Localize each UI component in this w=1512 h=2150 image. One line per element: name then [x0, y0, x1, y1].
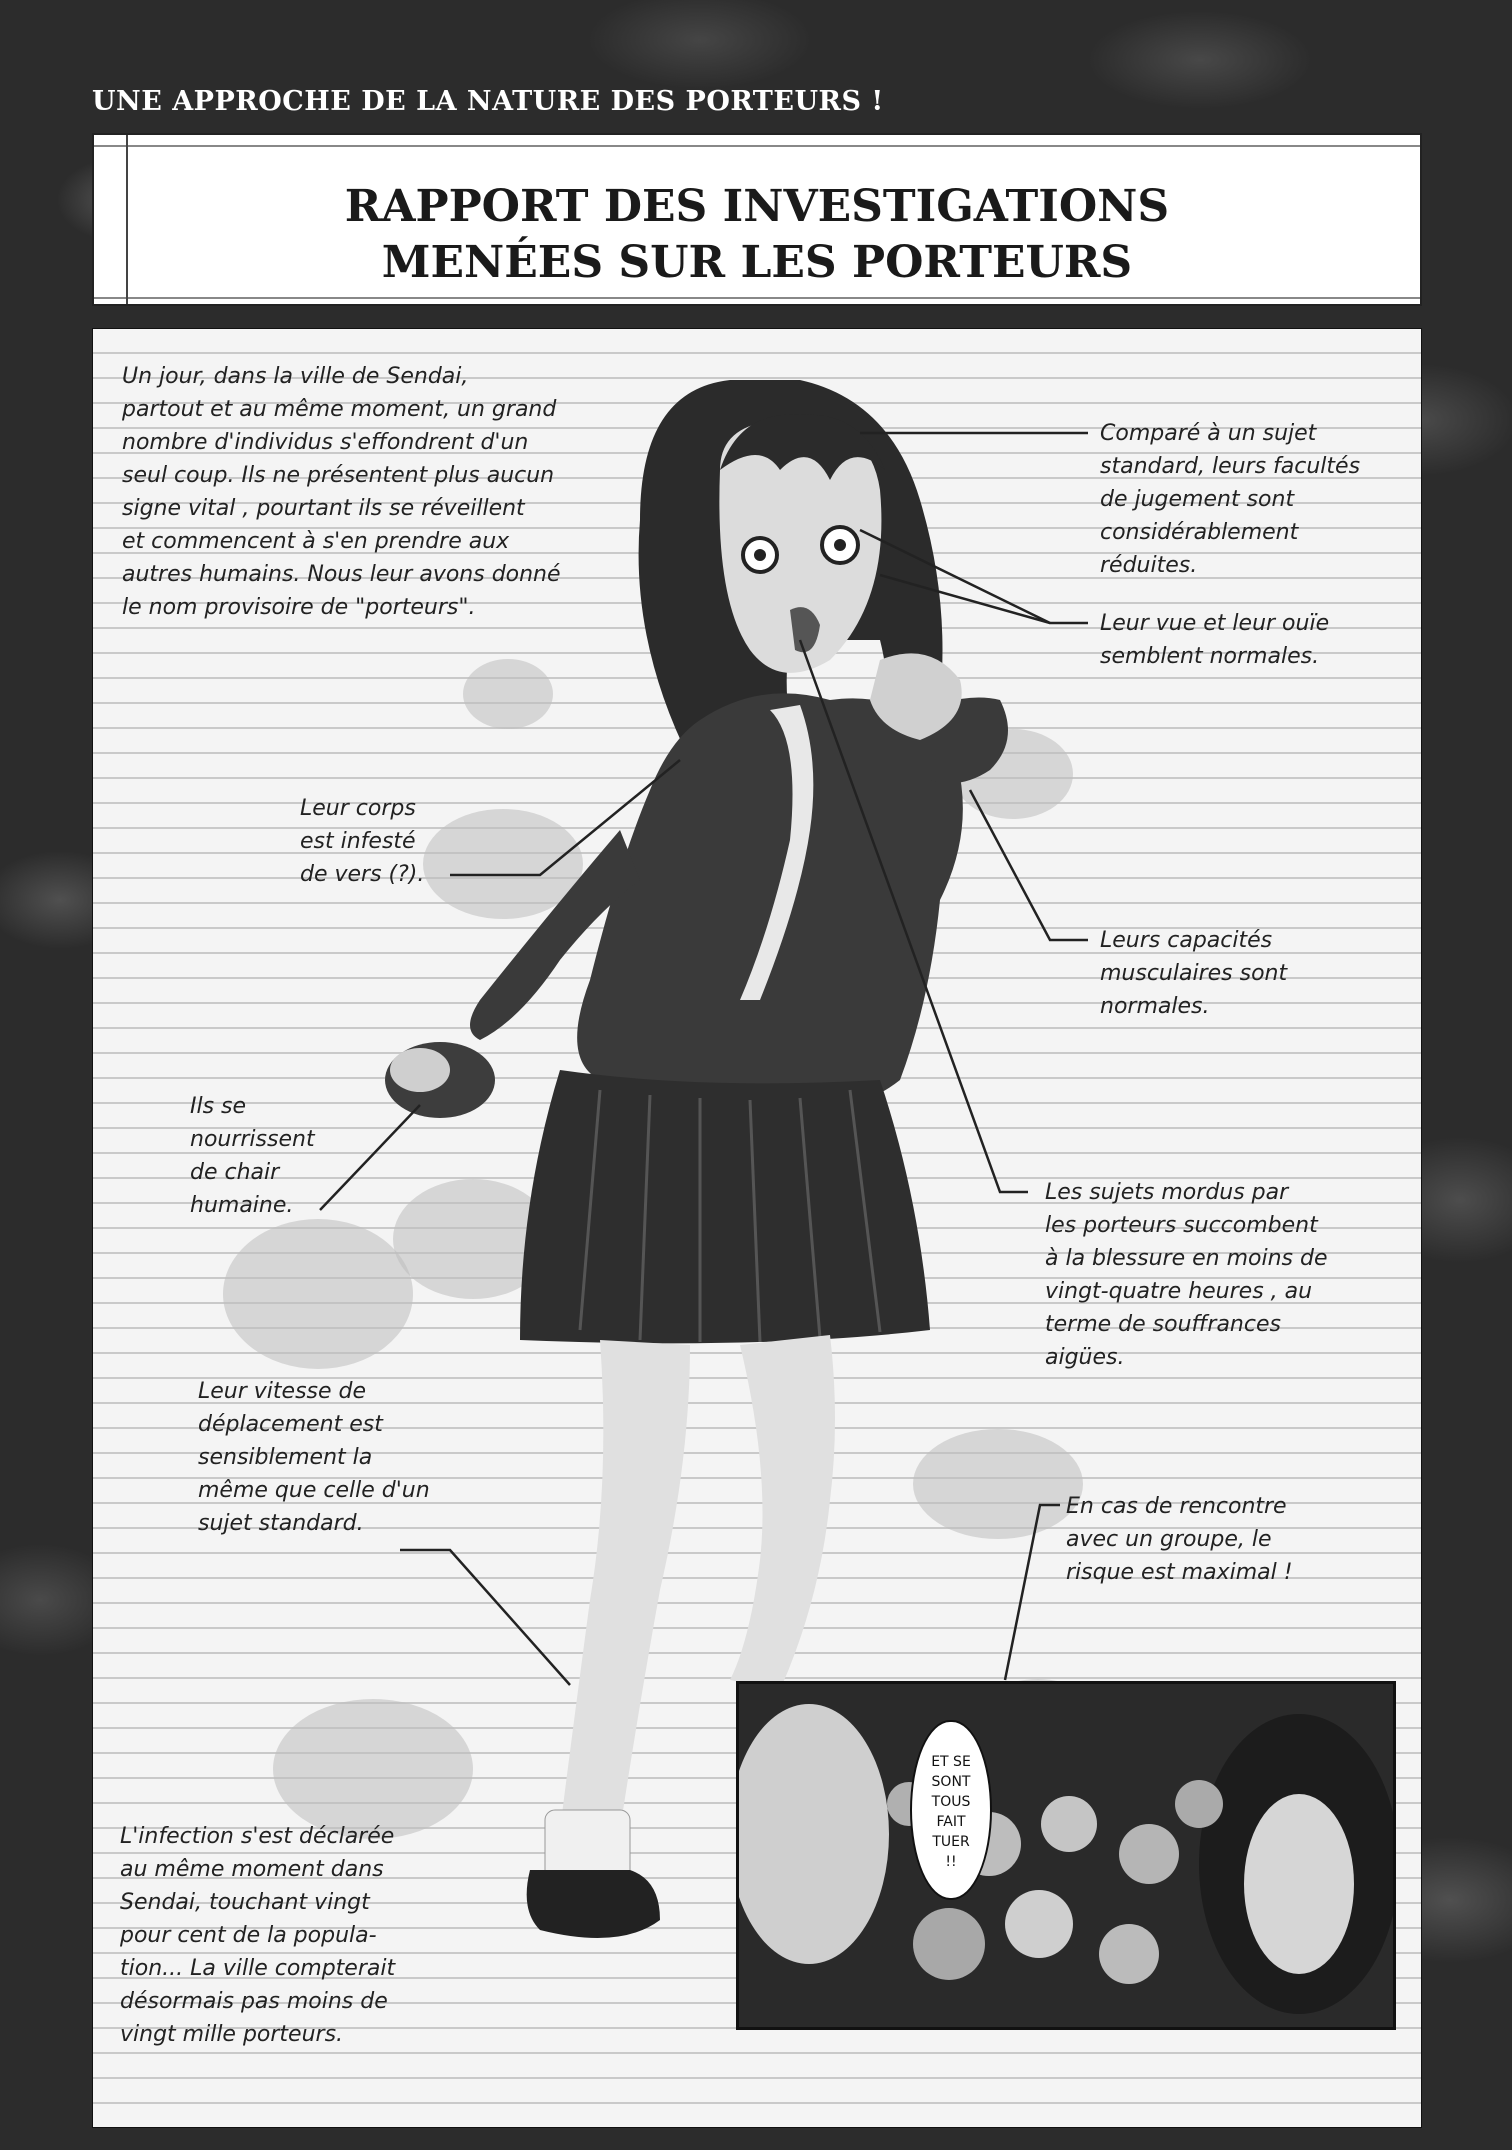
note-line: autres humains. Nous leur avons donné [122, 562, 561, 587]
pointer-group [1005, 1505, 1060, 1680]
note-flesh [190, 1090, 340, 1222]
note-line: nourrissent [190, 1127, 315, 1152]
note-line: et commencent à s'en prendre aux [122, 529, 510, 554]
note-line: seul coup. Ils ne présentent plus aucun [122, 463, 555, 488]
note-line: le nom provisoire de "porteurs". [122, 595, 476, 620]
note-line: nombre d'individus s'effondrent d'un [122, 430, 529, 455]
note-line: normales. [1100, 994, 1210, 1019]
title-line-2: MENÉES SUR LES PORTEURS [381, 237, 1133, 288]
note-line: pour cent de la popula- [120, 1923, 377, 1948]
bubble-line: FAIT [936, 1814, 966, 1830]
note-line: désormais pas moins de [120, 1989, 388, 2014]
note-line: avec un groupe, le [1066, 1527, 1272, 1552]
speech-bubble [910, 1720, 992, 1900]
note-line: Leur corps [300, 796, 416, 821]
note-line: semblent normales. [1100, 644, 1320, 669]
note-line: vingt mille porteurs. [120, 2022, 344, 2047]
note-line: à la blessure en moins de [1045, 1246, 1328, 1271]
crowd-illustration [739, 1684, 1396, 2030]
note-line: risque est maximal ! [1066, 1560, 1293, 1585]
note-bitten [1045, 1176, 1395, 1374]
note-line: musculaires sont [1100, 961, 1288, 986]
note-line: Un jour, dans la ville de Sendai, [122, 364, 469, 389]
note-line: est infesté [300, 829, 416, 854]
inset-panel-crowd [736, 1681, 1396, 2030]
note-line: sujet standard. [198, 1511, 364, 1536]
left-leg [560, 1340, 690, 1830]
note-infection [120, 1820, 480, 2051]
note-line: même que celle d'un [198, 1478, 430, 1503]
note-line: Leurs capacités [1100, 928, 1273, 953]
note-line: humaine. [190, 1193, 294, 1218]
note-muscles [1100, 924, 1360, 1023]
note-line: réduites. [1100, 553, 1198, 578]
note-line: En cas de rencontre [1066, 1494, 1287, 1519]
right-leg [730, 1335, 835, 1690]
bubble-line: !! [945, 1854, 957, 1870]
bubble-line: ET SE [931, 1754, 971, 1770]
note-line: aigües. [1045, 1345, 1125, 1370]
note-line: L'infection s'est déclarée [120, 1824, 395, 1849]
note-intro [122, 360, 602, 624]
blazer [577, 693, 963, 1112]
title-line-1: RAPPORT DES INVESTIGATIONS [344, 181, 1170, 232]
note-line: de vers (?). [300, 862, 425, 887]
note-line: Leur vue et leur ouïe [1100, 611, 1330, 636]
note-line: sensiblement la [198, 1445, 373, 1470]
note-line: vingt-quatre heures , au [1045, 1279, 1313, 1304]
sock [545, 1810, 630, 1880]
note-judgement [1100, 417, 1430, 582]
note-line: Comparé à un sujet [1100, 421, 1317, 446]
note-line: Leur vitesse de [198, 1379, 367, 1404]
note-line: Sendai, touchant vingt [120, 1890, 370, 1915]
note-line: les porteurs succombent [1045, 1213, 1318, 1238]
note-worms [300, 792, 460, 891]
note-line: terme de souffrances [1045, 1312, 1281, 1337]
page-kicker: UNE APPROCHE DE LA NATURE DES PORTEURS ! [92, 86, 884, 117]
note-line: de jugement sont [1100, 487, 1295, 512]
note-speed [198, 1375, 468, 1540]
shoe [527, 1870, 660, 1938]
bubble-line: TOUS [931, 1794, 971, 1810]
note-line: considérablement [1100, 520, 1299, 545]
note-line: tion... La ville compterait [120, 1956, 396, 1981]
note-senses [1100, 607, 1410, 673]
note-line: Les sujets mordus par [1045, 1180, 1289, 1205]
note-line: au même moment dans [120, 1857, 384, 1882]
note-line: déplacement est [198, 1412, 383, 1437]
note-line: Ils se [190, 1094, 247, 1119]
note-group [1066, 1490, 1386, 1589]
note-line: partout et au même moment, un grand [122, 397, 557, 422]
pointer-speed [400, 1550, 570, 1685]
bubble-line: SONT [931, 1774, 971, 1790]
note-line: signe vital , pourtant ils se réveillent [122, 496, 525, 521]
note-line: de chair [190, 1160, 280, 1185]
pointer-muscles [970, 790, 1088, 940]
note-line: standard, leurs facultés [1100, 454, 1361, 479]
bubble-line: TUER [932, 1834, 970, 1850]
